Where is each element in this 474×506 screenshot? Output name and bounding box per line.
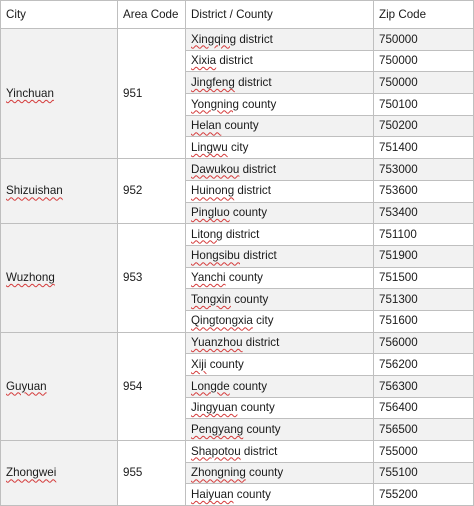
district-county-cell (186, 267, 374, 289)
zip-code-cell: 750000 (374, 72, 474, 94)
area-code-cell: 952 (118, 159, 186, 224)
table-row (1, 332, 474, 354)
zip-code-cell: 755200 (374, 484, 474, 506)
city-name: Yinchuan (6, 86, 54, 100)
district-county-cell (186, 50, 374, 72)
zip-code-cell: 750100 (374, 94, 474, 116)
district-county-name: Yuanzhou district (191, 336, 280, 350)
header-area-code: Area Code (118, 1, 186, 29)
district-county-cell (186, 137, 374, 159)
district-county-cell (186, 29, 374, 51)
area-code-cell: 955 (118, 441, 186, 506)
zip-code-cell: 753600 (374, 180, 474, 202)
zip-code-cell: 751100 (374, 224, 474, 246)
header-city: City (1, 1, 118, 29)
zip-code-cell: 750200 (374, 115, 474, 137)
header-district-county: District / County (186, 1, 374, 29)
district-county-name: Yongning county (191, 97, 277, 111)
city-cell (1, 224, 118, 332)
zip-code-cell: 751600 (374, 310, 474, 332)
district-county-cell (186, 245, 374, 267)
district-county-name: Huinong district (191, 184, 271, 198)
table-row (1, 29, 474, 51)
zip-code-cell: 755000 (374, 441, 474, 463)
header-row (1, 1, 474, 29)
district-county-name: Litong district (191, 227, 260, 241)
district-county-cell (186, 376, 374, 398)
city-cell (1, 29, 118, 159)
district-county-name: Xixia district (191, 54, 253, 68)
district-county-cell (186, 180, 374, 202)
district-county-name: Dawukou district (191, 162, 277, 176)
district-county-cell (186, 419, 374, 441)
district-county-name: Pengyang county (191, 422, 281, 436)
district-county-cell (186, 94, 374, 116)
district-county-name: Tongxin county (191, 292, 269, 306)
header-zip-code: Zip Code (374, 1, 474, 29)
zip-code-cell: 756500 (374, 419, 474, 441)
zip-code-cell: 751500 (374, 267, 474, 289)
district-county-cell (186, 462, 374, 484)
city-name: Wuzhong (6, 271, 55, 285)
zip-code-cell: 756000 (374, 332, 474, 354)
district-county-name: Haiyuan county (191, 487, 271, 501)
area-code-cell: 951 (118, 29, 186, 159)
district-county-cell (186, 332, 374, 354)
table-body (1, 29, 474, 506)
table-row (1, 441, 474, 463)
district-county-cell (186, 289, 374, 311)
district-county-cell (186, 441, 374, 463)
district-county-cell (186, 159, 374, 181)
table-row (1, 159, 474, 181)
zip-code-cell: 755100 (374, 462, 474, 484)
district-county-name: Qingtongxia city (191, 314, 274, 328)
zip-code-cell: 753000 (374, 159, 474, 181)
area-code-cell: 953 (118, 224, 186, 332)
district-county-name: Shapotou district (191, 444, 278, 458)
district-county-cell (186, 484, 374, 506)
city-cell (1, 159, 118, 224)
district-county-cell (186, 397, 374, 419)
district-county-name: Longde county (191, 379, 268, 393)
district-county-name: Lingwu city (191, 140, 249, 154)
district-county-cell (186, 354, 374, 376)
zip-code-cell: 756400 (374, 397, 474, 419)
zip-code-cell: 751300 (374, 289, 474, 311)
zip-code-cell: 751900 (374, 245, 474, 267)
zip-code-cell: 756300 (374, 376, 474, 398)
city-name: Guyuan (6, 379, 47, 393)
city-cell (1, 441, 118, 506)
zip-code-cell: 756200 (374, 354, 474, 376)
district-county-cell (186, 72, 374, 94)
city-cell (1, 332, 118, 440)
district-county-cell (186, 310, 374, 332)
zip-code-cell: 750000 (374, 50, 474, 72)
zip-code-cell: 751400 (374, 137, 474, 159)
district-county-name: Yanchi county (191, 271, 263, 285)
zip-code-cell: 750000 (374, 29, 474, 51)
district-county-name: Pingluo county (191, 206, 268, 220)
district-county-name: Jingyuan county (191, 401, 275, 415)
district-county-cell (186, 224, 374, 246)
district-county-cell (186, 115, 374, 137)
district-county-cell (186, 202, 374, 224)
zip-code-cell: 753400 (374, 202, 474, 224)
district-county-name: Xiji county (191, 357, 244, 371)
area-code-cell: 954 (118, 332, 186, 440)
district-county-name: Helan county (191, 119, 259, 133)
table-row (1, 224, 474, 246)
district-county-name: Hongsibu district (191, 249, 277, 263)
city-name: Shizuishan (6, 184, 63, 198)
district-county-name: Zhongning county (191, 466, 284, 480)
district-county-name: Xingqing district (191, 32, 273, 46)
district-county-name: Jingfeng district (191, 75, 272, 89)
city-name: Zhongwei (6, 466, 57, 480)
